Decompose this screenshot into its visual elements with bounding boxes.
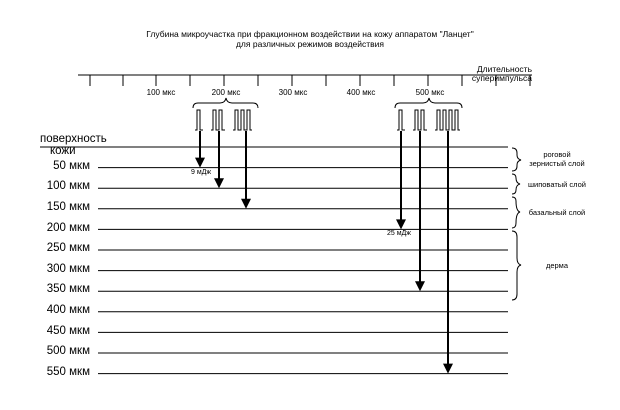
depth-label-400: 400 мкм bbox=[46, 304, 90, 316]
tick-label-200: 200 мкс bbox=[211, 88, 241, 97]
brace-200us bbox=[193, 98, 258, 108]
depth-lines bbox=[98, 168, 508, 374]
depth-label-100: 100 мкм bbox=[46, 180, 90, 192]
penetration-arrow-200us-1 bbox=[195, 131, 205, 168]
diagram-title-line1: Глубина микроучастка при фракционном воздействии на кожу аппаратом "Ланцет" bbox=[146, 29, 474, 39]
layer-label-dermis: дерма bbox=[545, 261, 569, 270]
surface-label-line1: поверхность bbox=[40, 133, 107, 145]
penetration-arrow-200us-2 bbox=[214, 131, 224, 188]
layer-label-spinous: шиповатый слой bbox=[527, 180, 586, 189]
pulse-train-500us-1 bbox=[397, 110, 405, 130]
pulse-train-200us-1 bbox=[195, 110, 203, 130]
penetration-arrow-500us-1 bbox=[396, 131, 406, 229]
arrow-head bbox=[195, 158, 205, 168]
energy-label-25mj: 25 мДж bbox=[387, 230, 411, 237]
depth-label-150: 150 мкм bbox=[46, 201, 90, 213]
layer-label-basal: базальный слой bbox=[528, 208, 586, 217]
arrow-head bbox=[415, 281, 425, 291]
brace-dermis bbox=[512, 231, 521, 300]
depth-label-300: 300 мкм bbox=[46, 263, 90, 275]
pulse-train-200us-3 bbox=[233, 110, 252, 130]
depth-label-250: 250 мкм bbox=[46, 242, 90, 254]
depth-label-450: 450 мкм bbox=[46, 325, 90, 337]
axis-title-line1: Длительность bbox=[476, 64, 532, 74]
energy-label-9mj: 9 мДж bbox=[191, 169, 212, 176]
tick-label-500: 500 мкс bbox=[415, 88, 445, 97]
brace-500us bbox=[395, 98, 462, 108]
arrow-head bbox=[241, 199, 251, 209]
tick-label-100: 100 мкс bbox=[146, 88, 176, 97]
depth-label-350: 350 мкм bbox=[46, 283, 90, 295]
penetration-arrow-200us-3 bbox=[241, 131, 251, 209]
surface-label-line2: кожи bbox=[50, 145, 76, 157]
layer-label-corneum-line2: зернистый слой bbox=[529, 159, 585, 168]
brace-spinous bbox=[512, 174, 520, 194]
tick-label-400: 400 мкс bbox=[346, 88, 376, 97]
layer-label-corneum-line1: роговой bbox=[543, 150, 571, 159]
depth-label-50: 50 мкм bbox=[53, 160, 90, 172]
arrow-head bbox=[443, 364, 453, 374]
brace-basal bbox=[512, 197, 520, 228]
tick-label-300: 300 мкс bbox=[278, 88, 308, 97]
depth-label-200: 200 мкм bbox=[46, 222, 90, 234]
depth-label-500: 500 мкм bbox=[46, 345, 90, 357]
axis-title-line2: суперимпульса bbox=[471, 73, 532, 83]
pulse-train-500us-2 bbox=[413, 110, 427, 130]
arrow-head bbox=[396, 219, 406, 229]
brace-corneum bbox=[512, 148, 521, 171]
diagram-title-line2: для различных режимов воздействия bbox=[235, 39, 385, 49]
penetration-arrow-500us-2 bbox=[415, 131, 425, 291]
pulse-train-500us-3 bbox=[435, 110, 460, 130]
depth-label-550: 550 мкм bbox=[46, 366, 90, 378]
arrow-head bbox=[214, 178, 224, 188]
pulse-train-200us-2 bbox=[211, 110, 225, 130]
